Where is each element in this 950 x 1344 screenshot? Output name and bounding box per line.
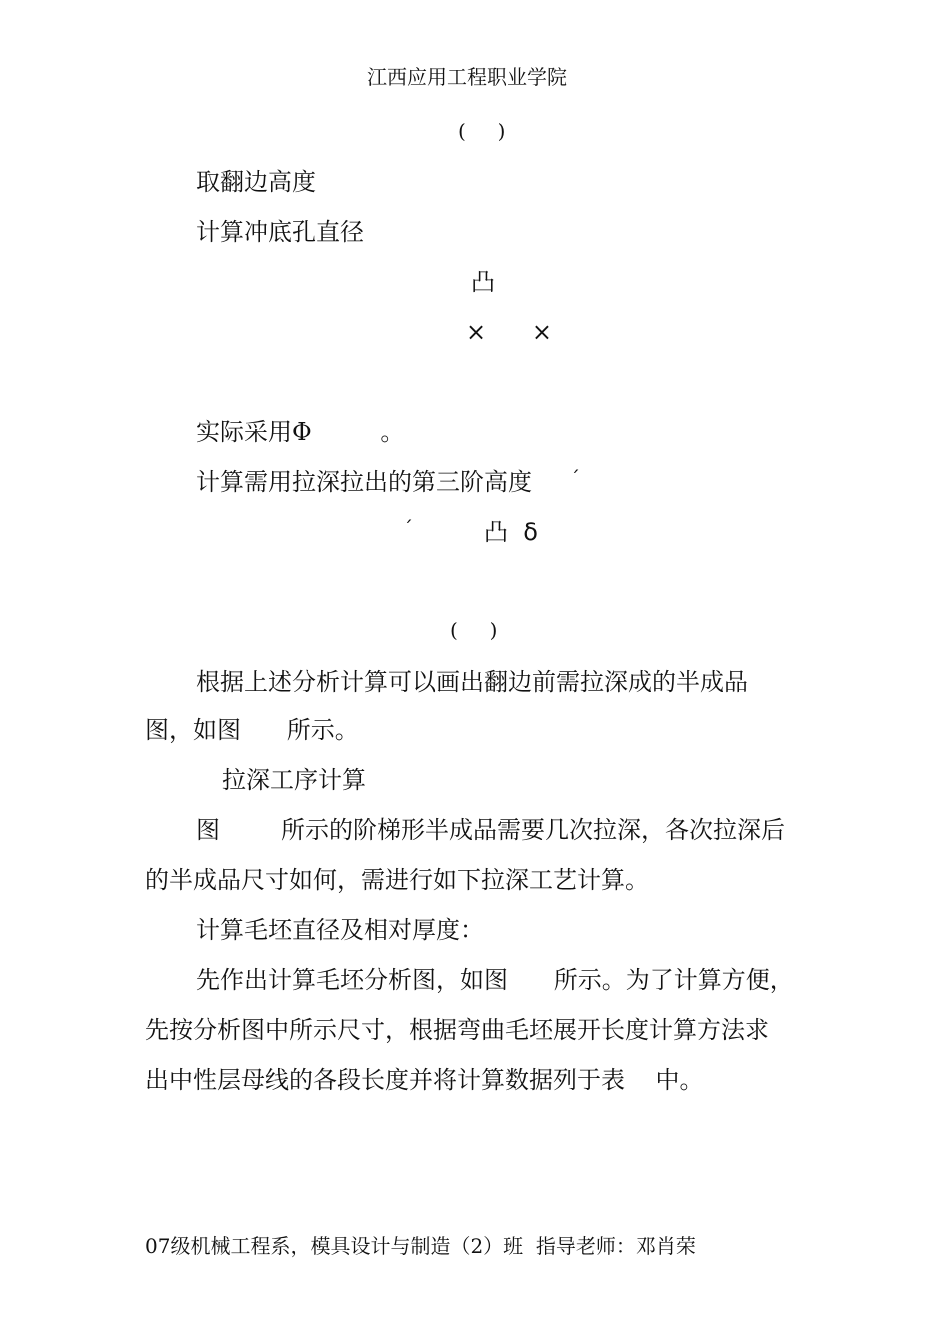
section-heading: 拉深工序计算 xyxy=(222,766,366,794)
prime-mark-1: ´ xyxy=(570,466,580,490)
line-blank-calc: 计算毛坯直径及相对厚度： xyxy=(196,916,484,944)
line-hole-diameter: 计算冲底孔直径 xyxy=(196,218,364,246)
para-2-line-1: 图 所示的阶梯形半成品需要几次拉深，各次拉深后 xyxy=(196,816,786,844)
para-3-line-1: 先作出计算毛坯分析图，如图 所示。为了计算方便， xyxy=(196,966,794,994)
line-flange-height: 取翻边高度 xyxy=(196,168,316,196)
formula-1-times: × × xyxy=(466,318,552,346)
para-2-line-2: 的半成品尺寸如何，需进行如下拉深工艺计算。 xyxy=(145,866,649,894)
para-1-line-2: 图，如图 所示。 xyxy=(145,716,359,744)
line-actual: 实际采用Φ 。 xyxy=(196,418,405,446)
para-3-line-3: 出中性层母线的各段长度并将计算数据列于表 中。 xyxy=(145,1066,704,1094)
formula-1-symbol: 凸 xyxy=(471,268,495,296)
para-3-line-2: 先按分析图中所示尺寸，根据弯曲毛坯展开长度计算方法求 xyxy=(145,1016,769,1044)
prime-mark-2: ´ xyxy=(403,516,413,540)
para-1-line-1: 根据上述分析计算可以画出翻边前需拉深成的半成品 xyxy=(196,668,748,696)
formula-2: 凸 δ xyxy=(484,518,538,546)
line-third-step: 计算需用拉深拉出的第三阶高度 xyxy=(196,468,532,496)
paren-1: ( ) xyxy=(458,119,506,143)
header-school: 江西应用工程职业学院 xyxy=(367,65,567,89)
footer-class-info: 07级机械工程系，模具设计与制造（2）班 指导老师：邓肖荣 xyxy=(145,1234,696,1258)
paren-2: ( ) xyxy=(450,618,498,642)
